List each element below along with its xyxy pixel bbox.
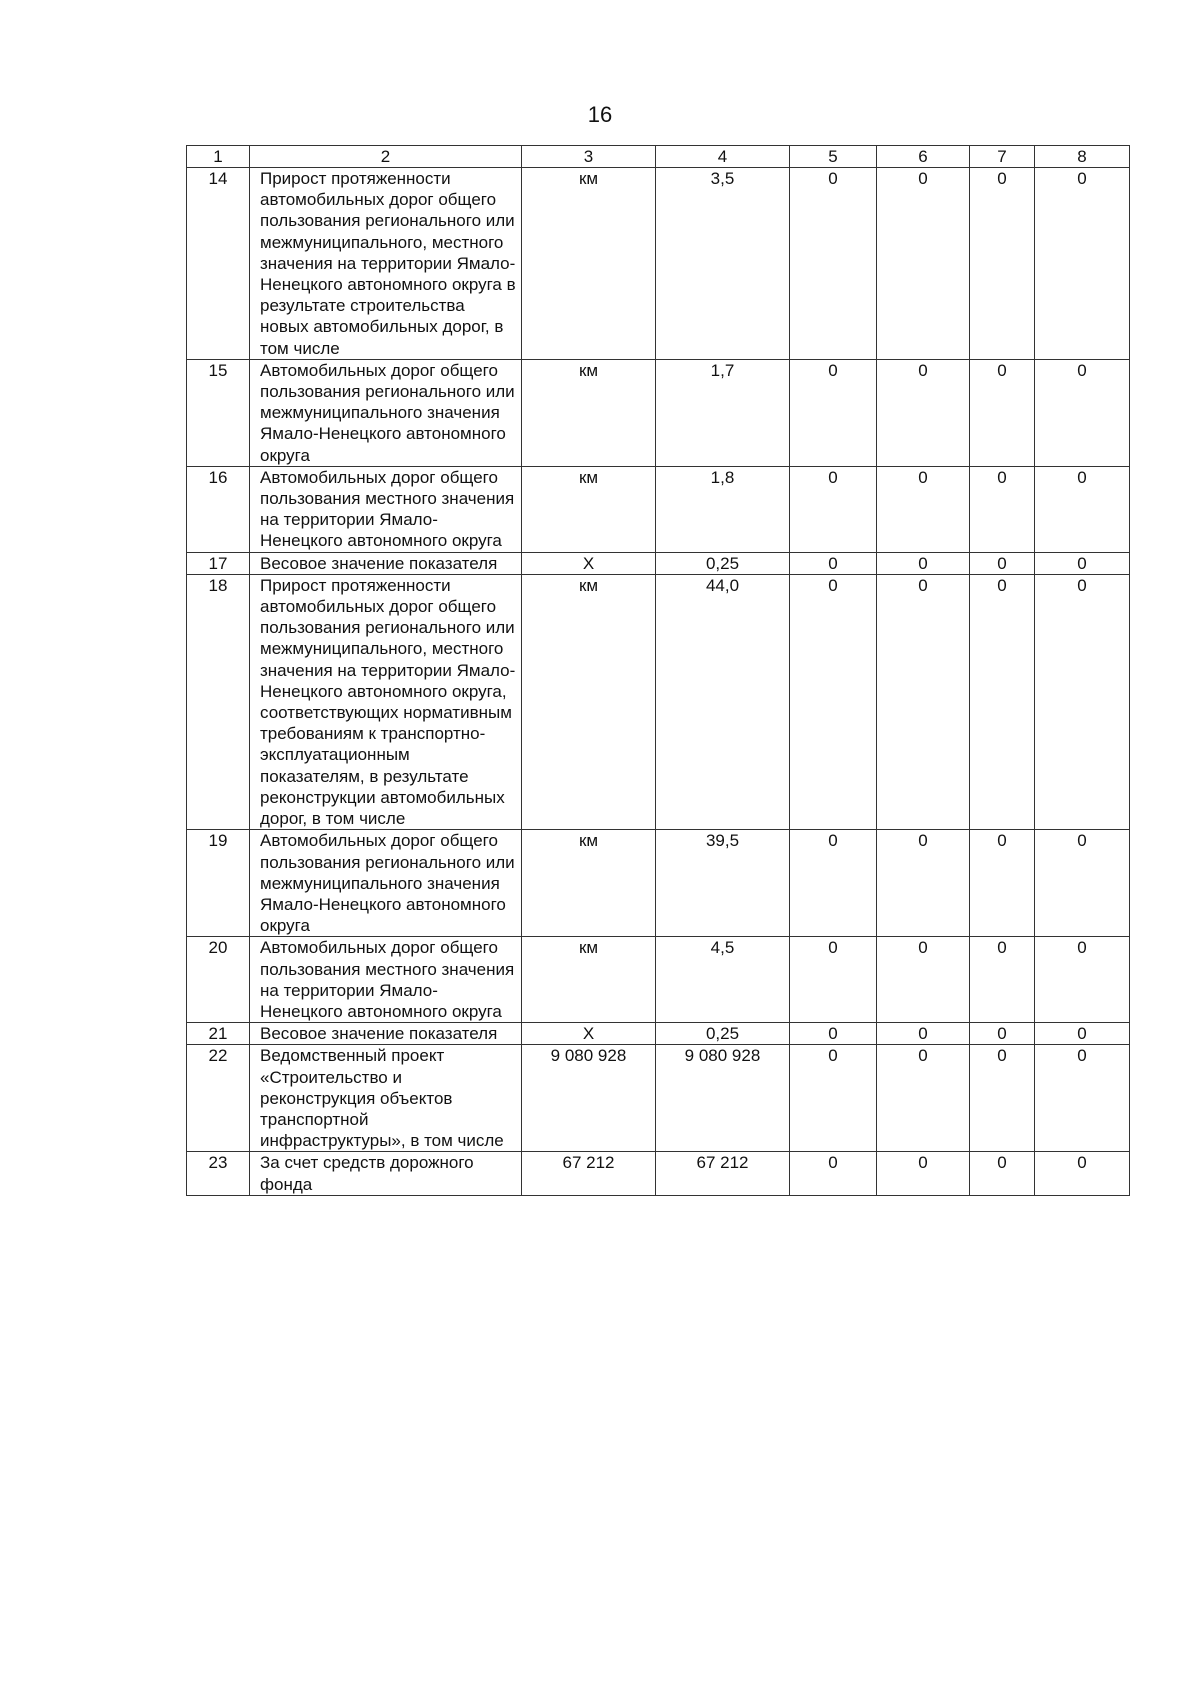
column-header-7: 7 (970, 146, 1035, 168)
column-5-cell: 0 (790, 1045, 877, 1152)
value-cell: 0,25 (656, 1023, 790, 1045)
row-number: 20 (187, 937, 250, 1023)
column-7-cell: 0 (970, 552, 1035, 574)
column-6-cell: 0 (877, 574, 970, 829)
indicator-description: Прирост протяженности автомобильных дорог общего пользования регионального или межмуниципального, местного значения на территории Ямало-Ненецкого автономного округа, соответствующих нормативным требованиям к транспортно-эксплуатационным показателям, в результате реконструкции автомобильных дорог, в том числе (250, 574, 522, 829)
column-6-cell: 0 (877, 1023, 970, 1045)
column-8-cell: 0 (1035, 937, 1130, 1023)
table-row (187, 359, 1130, 466)
unit-cell: 67 212 (522, 1152, 656, 1195)
unit-cell: км (522, 168, 656, 360)
column-header-5: 5 (790, 146, 877, 168)
indicator-description: Автомобильных дорог общего пользования регионального или межмуниципального значения Ямало-Ненецкого автономного округа (250, 359, 522, 466)
value-cell: 44,0 (656, 574, 790, 829)
value-cell: 3,5 (656, 168, 790, 360)
table-row (187, 1045, 1130, 1152)
column-6-cell: 0 (877, 937, 970, 1023)
column-5-cell: 0 (790, 1023, 877, 1045)
column-8-cell: 0 (1035, 1023, 1130, 1045)
column-8-cell: 0 (1035, 574, 1130, 829)
table-row (187, 466, 1130, 552)
column-8-cell: 0 (1035, 168, 1130, 360)
column-8-cell: 0 (1035, 359, 1130, 466)
column-header-3: 3 (522, 146, 656, 168)
unit-cell: 9 080 928 (522, 1045, 656, 1152)
indicator-description: За счет средств дорожного фонда (250, 1152, 522, 1195)
column-7-cell: 0 (970, 937, 1035, 1023)
column-7-cell: 0 (970, 1045, 1035, 1152)
table-row (187, 1152, 1130, 1195)
unit-cell: км (522, 830, 656, 937)
column-7-cell: 0 (970, 466, 1035, 552)
indicator-description: Автомобильных дорог общего пользования местного значения на территории Ямало-Ненецкого автономного округа (250, 466, 522, 552)
row-number: 19 (187, 830, 250, 937)
row-number: 23 (187, 1152, 250, 1195)
column-5-cell: 0 (790, 937, 877, 1023)
page-number: 16 (587, 102, 613, 127)
column-6-cell: 0 (877, 466, 970, 552)
unit-cell: Х (522, 1023, 656, 1045)
column-6-cell: 0 (877, 1045, 970, 1152)
column-7-cell: 0 (970, 574, 1035, 829)
table-row (187, 1023, 1130, 1045)
column-7-cell: 0 (970, 168, 1035, 360)
column-5-cell: 0 (790, 466, 877, 552)
column-8-cell: 0 (1035, 1152, 1130, 1195)
column-8-cell: 0 (1035, 830, 1130, 937)
column-header-2: 2 (250, 146, 522, 168)
indicator-description: Прирост протяженности автомобильных дорог общего пользования регионального или межмуниципального, местного значения на территории Ямало-Ненецкого автономного округа в результате строительства новых автомобильных дорог, в том числе (250, 168, 522, 360)
column-7-cell: 0 (970, 1152, 1035, 1195)
column-6-cell: 0 (877, 1152, 970, 1195)
value-cell: 67 212 (656, 1152, 790, 1195)
column-5-cell: 0 (790, 168, 877, 360)
column-5-cell: 0 (790, 552, 877, 574)
column-8-cell: 0 (1035, 1045, 1130, 1152)
value-cell: 1,7 (656, 359, 790, 466)
row-number: 14 (187, 168, 250, 360)
column-5-cell: 0 (790, 359, 877, 466)
table-row (187, 552, 1130, 574)
row-number: 21 (187, 1023, 250, 1045)
indicator-description: Ведомственный проект «Строительство и реконструкция объектов транспортной инфраструктуры», в том числе (250, 1045, 522, 1152)
column-8-cell: 0 (1035, 466, 1130, 552)
column-5-cell: 0 (790, 1152, 877, 1195)
row-number: 22 (187, 1045, 250, 1152)
unit-cell: км (522, 937, 656, 1023)
value-cell: 0,25 (656, 552, 790, 574)
column-7-cell: 0 (970, 830, 1035, 937)
column-header-4: 4 (656, 146, 790, 168)
unit-cell: Х (522, 552, 656, 574)
table-row (187, 574, 1130, 829)
table-row (187, 168, 1130, 360)
indicator-description: Весовое значение показателя (250, 552, 522, 574)
column-header-1: 1 (187, 146, 250, 168)
indicator-description: Автомобильных дорог общего пользования местного значения на территории Ямало-Ненецкого автономного округа (250, 937, 522, 1023)
indicators-table (186, 145, 1130, 1196)
table-row (187, 830, 1130, 937)
row-number: 16 (187, 466, 250, 552)
column-header-8: 8 (1035, 146, 1130, 168)
column-6-cell: 0 (877, 168, 970, 360)
row-number: 15 (187, 359, 250, 466)
value-cell: 1,8 (656, 466, 790, 552)
column-6-cell: 0 (877, 552, 970, 574)
column-7-cell: 0 (970, 359, 1035, 466)
header-row (187, 146, 1130, 168)
column-7-cell: 0 (970, 1023, 1035, 1045)
indicator-description: Автомобильных дорог общего пользования регионального или межмуниципального значения Ямало-Ненецкого автономного округа (250, 830, 522, 937)
row-number: 18 (187, 574, 250, 829)
column-5-cell: 0 (790, 574, 877, 829)
column-6-cell: 0 (877, 830, 970, 937)
unit-cell: км (522, 574, 656, 829)
unit-cell: км (522, 466, 656, 552)
column-6-cell: 0 (877, 359, 970, 466)
row-number: 17 (187, 552, 250, 574)
indicator-description: Весовое значение показателя (250, 1023, 522, 1045)
value-cell: 9 080 928 (656, 1045, 790, 1152)
column-5-cell: 0 (790, 830, 877, 937)
column-header-6: 6 (877, 146, 970, 168)
value-cell: 39,5 (656, 830, 790, 937)
table-row (187, 937, 1130, 1023)
value-cell: 4,5 (656, 937, 790, 1023)
column-8-cell: 0 (1035, 552, 1130, 574)
unit-cell: км (522, 359, 656, 466)
